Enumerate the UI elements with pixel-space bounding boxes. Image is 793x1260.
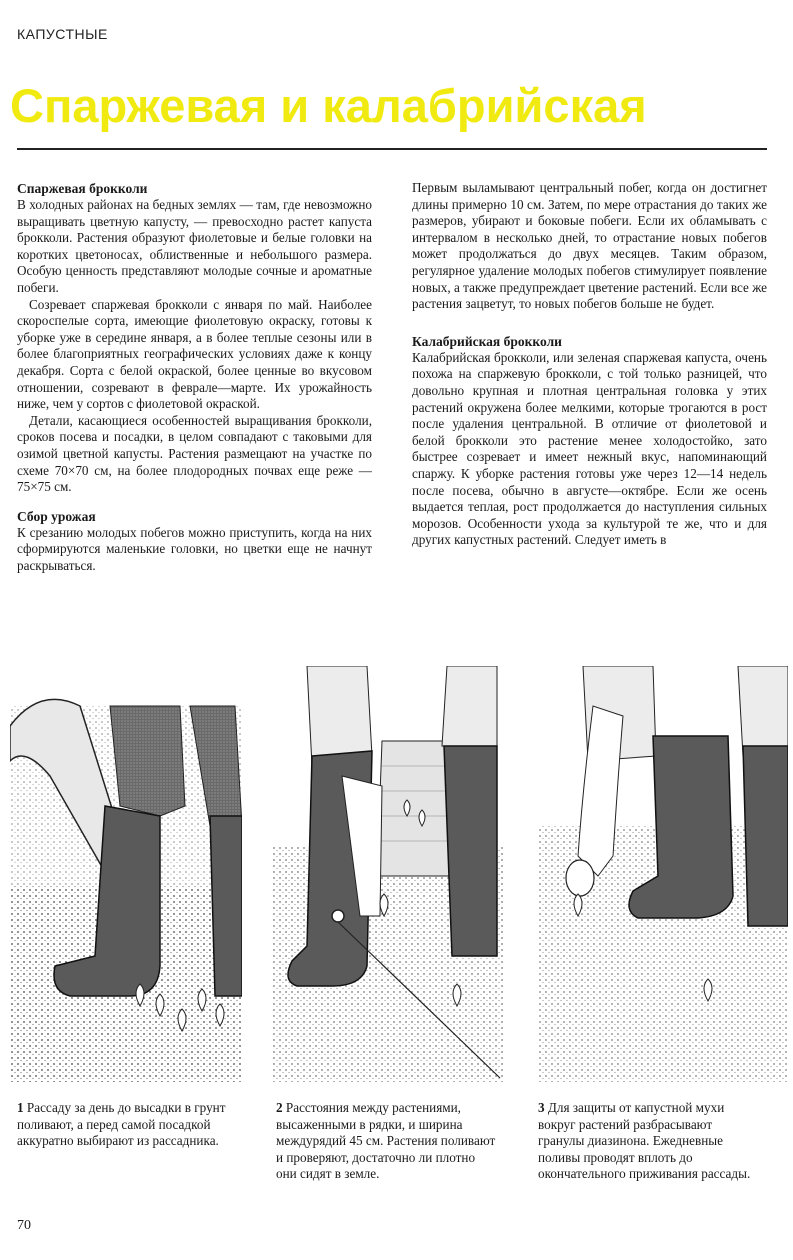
section-label: КАПУСТНЫЕ — [17, 26, 108, 42]
page-title: Спаржевая и калабрийская — [10, 79, 647, 132]
caption-number: 2 — [276, 1100, 283, 1115]
left-column — [17, 180, 372, 574]
paragraph: Первым выламывают центральный побег, когда он достигнет длины примерно 10 см. Затем, по мере отрастания до таких же размеров, убирают и боковые побеги. Если их обламывать с интервалом в несколько дней, то отрастание новых побегов может продолжаться до двух месяцев. Таким образом, регулярное удаление молодых побегов стимулирует появление новых, а также предупреждает цветение растений. Если все же растения зацветут, то новых побегов больше не будет. — [412, 180, 767, 312]
heading-harvest: Сбор урожая — [17, 508, 96, 524]
caption-text: Расстояния между растениями, высаженными в рядки, и ширина междурядий 45 см. Растения поливают и проверяют, достаточно ли плотно они сидят в земле. — [276, 1100, 496, 1182]
heading-calabrese-broccoli: Калабрийская брокколи — [412, 333, 562, 349]
paragraph: В холодных районах на бедных землях — там, где невозможно выращивать цветную капусту, — превосходно растет капуста брокколи. Растения образуют фиолетовые и белые головки на коротких цветоносах, облиственные и небольшого размера. Особую ценность представляют молодые сочные и ароматные побеги. — [17, 197, 372, 295]
title-rule — [17, 148, 767, 150]
paragraph: Калабрийская брокколи, или зеленая спаржевая капуста, очень похожа на спаржевую брокколи, с той только разницей, что довольно крупная и плотная центральная головка у этих растений окружена более мелкими, которые трогаются в рост после удаления центральной. В отличие от фиолетовой и белой брокколи это растение менее холодостойко, зато быстрее созревает и имеет нежный вкус, напоминающий спаржу. К уборке растения готовы уже через 12—14 недель после посева, обычно в августе—октябре. Если же осень выдается теплая, рост продолжается до наступления сильных морозов. Особенности ухода за культурой те же, что и для других капустных растений. Следует иметь в — [412, 349, 767, 548]
caption-text: Для защиты от капустной мухи вокруг растений разбрасывают гранулы диазинона. Ежедневные поливы проводят вплоть до окончательного приживания рассады. — [538, 1100, 751, 1182]
illustration-protection — [538, 666, 788, 1082]
caption-number: 3 — [538, 1100, 545, 1115]
caption-number: 1 — [17, 1100, 24, 1115]
paragraph: К срезанию молодых побегов можно приступить, когда на них сформируются маленькие головки, но цветки еще не начнут раскрываться. — [17, 524, 372, 573]
caption-text: Рассаду за день до высадки в грунт поливают, а перед самой посадкой аккуратно выбирают из рассадника. — [17, 1100, 226, 1149]
caption-1 — [17, 1100, 239, 1150]
illustration-watering — [10, 666, 242, 1082]
caption-3 — [538, 1100, 760, 1183]
caption-2 — [276, 1100, 498, 1183]
page-number: 70 — [17, 1218, 31, 1233]
right-column — [412, 180, 767, 549]
paragraph: Созревает спаржевая брокколи с января по май. Наиболее скороспелые сорта, имеющие фиолетовую окраску, готовы к уборке уже в середине января, а в более теплые сезоны или в более благоприятных географических условиях даже к концу декабря. Сорта с белой окраской, более ценные во вкусовом отношении, созревают в феврале—марте. Их урожайность ниже, чем у сортов с фиолетовой окраской. — [17, 296, 372, 412]
illustration-planting — [272, 666, 504, 1082]
paragraph: Детали, касающиеся особенностей выращивания брокколи, сроков посева и посадки, в целом совпадают с таковыми для озимой цветной капусты. Растения размещают на участке по схеме 70×70 см, на более плодородных почвах еще реже — 75×75 см. — [17, 412, 372, 495]
heading-asparagus-broccoli: Спаржевая брокколи — [17, 181, 148, 196]
